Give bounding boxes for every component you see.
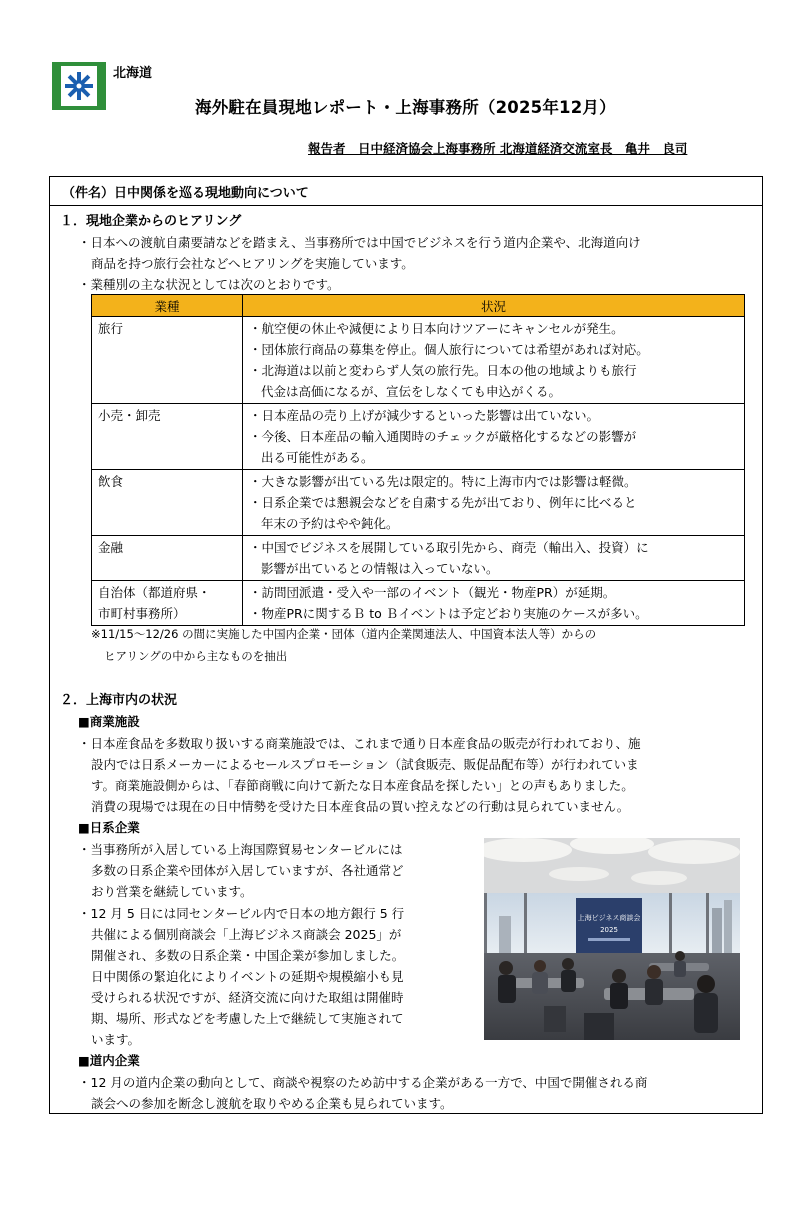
table-row [92,317,745,404]
table-header-row [92,295,745,317]
status-line: ・訪問団派遣・受入や一部のイベント（観光・物産PR）が延期。 [249,585,616,600]
category-label: 金融 [98,540,124,555]
section1-intro-line: ・業種別の主な状況としては次のとおりです。 [78,277,340,292]
table-cell-category [92,470,243,536]
logo-name: 北海道 [113,66,153,81]
section1-heading: １．現地企業からのヒアリング [60,214,242,229]
industry-table [91,294,745,626]
business-meeting-photo [484,838,740,1040]
category-label: 飲食 [98,474,124,489]
commercial-line: ・日本産食品を多数取り扱いする商業施設では、これまで通り日本産食品の販売が行われており、施 [78,736,641,751]
subject-bar [49,176,763,206]
japanese-companies-line: ・当事務所が入居している上海国際貿易センタービルには [78,842,403,857]
status-line: ・日系企業では懇親会などを自粛する先が出ており、例年に比べると [249,495,637,510]
photo-screen-title: 上海ビジネス商談会 [577,914,641,922]
hokkaido-companies-line: ・12 月の道内企業の動向として、商談や視察のため訪中する企業がある一方で、中国で開催される商 [78,1075,648,1090]
japanese-companies-line: おり営業を継続しています。 [91,884,253,899]
table-cell-status [243,404,745,470]
hokkaido-companies-heading: ■道内企業 [78,1053,140,1068]
section2-heading: ２．上海市内の状況 [60,693,178,708]
status-line: ・大きな影響が出ている先は限定的。特に上海市内では影響は軽微。 [249,474,637,489]
status-line: ・北海道は以前と変わらず人気の旅行先。日本の他の地域よりも旅行 [249,363,637,378]
table-row [92,581,745,626]
japanese-companies-line: 期、場所、形式などを考慮した上で継続して実施されて [91,1011,404,1026]
status-line: 影響が出ているとの情報は入っていない。 [261,561,499,576]
table-cell-status [243,581,745,626]
table-note-line: ヒアリングの中から主なものを抽出 [104,649,288,663]
table-cell-status [243,317,745,404]
japanese-companies-line: 日中関係の緊迫化によりイベントの延期や規模縮小も見 [91,969,404,984]
japanese-companies-heading: ■日系企業 [78,820,140,835]
commercial-line: 設内では日系メーカーによるセールスプロモーション（試食販売、販促品配布等）が行われていま [91,757,639,772]
reporter-line: 報告者 日中経済協会上海事務所 北海道経済交流室長 亀井 良司 [308,141,688,156]
japanese-companies-line: 共催による個別商談会「上海ビジネス商談会 2025」が [91,927,402,942]
status-line: ・物産PRに関するＢ to Ｂイベントは予定どおり実施のケースが多い。 [249,606,648,621]
status-line: ・航空便の休止や減便により日本向けツアーにキャンセルが発生。 [249,321,624,336]
japanese-companies-line: ・12 月 5 日には同センタービル内で日本の地方銀行 5 行 [78,906,405,921]
table-header-category: 業種 [92,295,243,317]
table-row [92,404,745,470]
table-note-line: ※11/15～12/26 の間に実施した中国内企業・団体（道内企業関連法人、中国資本法人等）からの [91,627,597,641]
category-label: 自治体（都道府県・ [98,585,211,600]
page-title: 海外駐在員現地レポート・上海事務所（2025年12月） [195,98,616,117]
subject-text: （件名）日中関係を巡る現地動向について [62,186,309,201]
hokkaido-companies-line: 談会への参加を断念し渡航を取りやめる企業も見られています。 [91,1096,453,1111]
table-cell-category [92,404,243,470]
status-line: ・中国でビジネスを展開している取引先から、商売（輸出入、投資）に [249,540,649,555]
japanese-companies-line: 開催され、多数の日系企業・中国企業が参加しました。 [91,948,405,963]
snowflake-star-icon [61,66,97,106]
table-row [92,470,745,536]
section1-intro-line: ・日本への渡航自粛要請などを踏まえ、当事務所では中国でビジネスを行う道内企業や、北海道向け [78,235,641,250]
status-line: ・団体旅行商品の募集を停止。個人旅行については希望があれば対応。 [249,342,649,357]
section1-intro-line: 商品を持つ旅行会社などへヒアリングを実施しています。 [91,256,414,271]
category-label: 市町村事務所） [98,606,186,621]
table-cell-status [243,470,745,536]
commercial-line: す。商業施設側からは、「春節商戦に向けて新たな日本産食品を探したい」との声もありました。 [91,778,634,793]
status-line: 年末の予約はやや鈍化。 [261,516,399,531]
status-line: ・今後、日本産品の輸入通関時のチェックが厳格化するなどの影響が [249,429,637,444]
category-label: 小売・卸売 [98,408,161,423]
japanese-companies-line: います。 [91,1032,141,1047]
category-label: 旅行 [98,321,124,336]
table-cell-category [92,581,243,626]
commercial-line: 消費の現場では現在の日中情勢を受けた日本産食品の買い控えなどの行動は見られていません。 [91,799,630,814]
table-cell-status [243,536,745,581]
japanese-companies-line: 多数の日系企業や団体が入居していますが、各社通常ど [91,863,404,878]
table-cell-category [92,536,243,581]
status-line: 代金は高価になるが、宣伝をしなくても申込がくる。 [261,384,562,399]
commercial-heading: ■商業施設 [78,714,140,729]
table-header-status: 状況 [243,295,745,317]
table-row [92,536,745,581]
japanese-companies-line: 受けられる状況ですが、経済交流に向けた取組は開催時 [91,990,404,1005]
status-line: ・日本産品の売り上げが減少するといった影響は出ていない。 [249,408,600,423]
photo-screen-year: 2025 [600,926,618,934]
hokkaido-logo [52,62,106,110]
status-line: 出る可能性がある。 [261,450,374,465]
table-cell-category [92,317,243,404]
